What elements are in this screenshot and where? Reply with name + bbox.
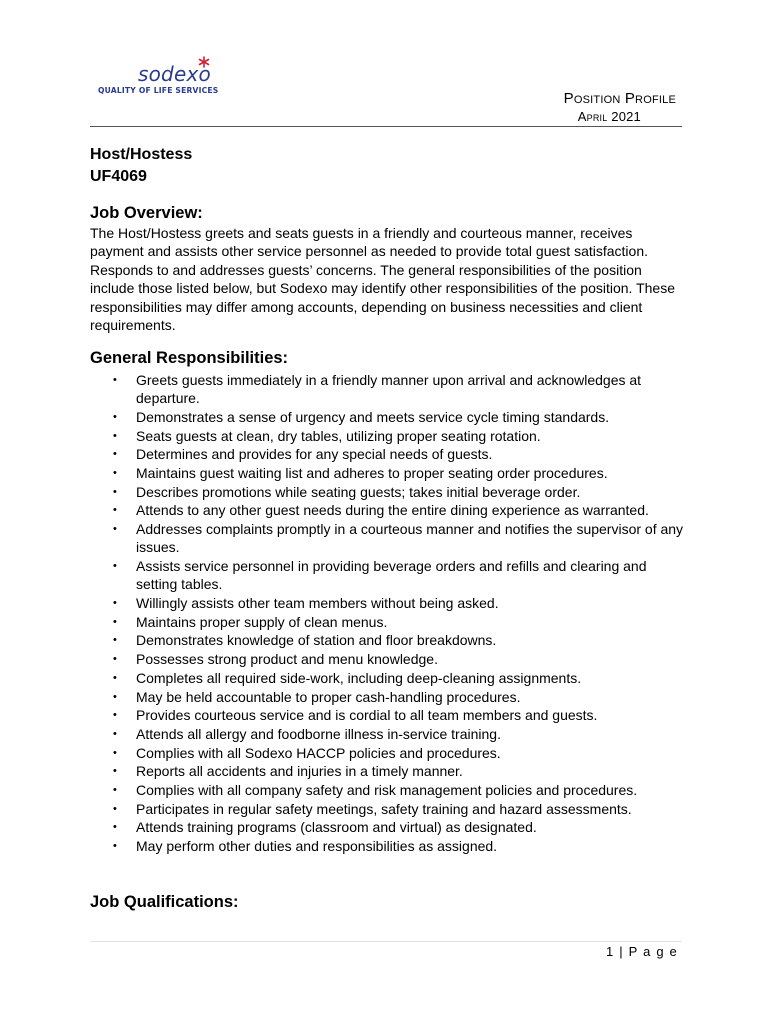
list-item [90, 781, 690, 799]
list-item [90, 594, 690, 612]
list-item [90, 669, 690, 687]
bullet-icon: • [113, 485, 117, 498]
overview-text: The Host/Hostess greets and seats guests in a friendly and courteous manner, receives payment and assists other service personnel as needed to provide total guest satisfaction. Responds to and addresses guests’ concerns. The general responsibilities of the position include those listed below, but Sodexo may identify other responsibilities of the position. These responsibilities may differ among accounts, depending on business necessities and client requirements. [90, 225, 675, 334]
bullet-icon: • [113, 523, 117, 536]
list-item-text: Seats guests at clean, dry tables, utilizing proper seating rotation. [136, 427, 541, 444]
bullet-icon: • [113, 448, 117, 461]
list-item [90, 557, 690, 594]
list-item-text: Assists service personnel in providing beverage orders and refills and clearing and setting tables. [136, 558, 647, 593]
bullet-icon: • [113, 765, 117, 778]
list-item [90, 613, 690, 631]
bullet-icon: • [113, 467, 117, 480]
list-item-text: Greets guests immediately in a friendly manner upon arrival and acknowledges at departure. [136, 372, 642, 407]
star-icon [198, 56, 210, 68]
responsibilities-heading: General Responsibilities: [90, 349, 289, 367]
list-item-text: Maintains proper supply of clean menus. [136, 613, 388, 630]
responsibilities-list [90, 371, 690, 856]
qualifications-heading: Job Qualifications: [90, 893, 239, 911]
list-item [90, 725, 690, 743]
list-item [90, 427, 690, 445]
job-title: Host/Hostess [90, 146, 193, 163]
list-item-text: Complies with all company safety and risk management policies and procedures. [136, 781, 638, 798]
logo-tagline: QUALITY OF LIFE SERVICES [98, 86, 219, 95]
bullet-icon: • [113, 802, 117, 815]
bullet-icon: • [113, 560, 117, 573]
list-item [90, 631, 690, 649]
bullet-icon: • [113, 429, 117, 442]
bullet-icon: • [113, 709, 117, 722]
list-item [90, 818, 690, 836]
list-item-text: Reports all accidents and injuries in a timely manner. [136, 763, 463, 780]
list-item-text: May be held accountable to proper cash-handling procedures. [136, 688, 521, 705]
bullet-icon: • [113, 821, 117, 834]
bullet-icon: • [113, 504, 117, 517]
position-profile-label: Position Profile [563, 90, 676, 107]
list-item-text: Maintains guest waiting list and adheres to proper seating order procedures. [136, 465, 608, 482]
job-code: UF4069 [90, 168, 147, 185]
bullet-icon: • [113, 727, 117, 740]
list-item [90, 800, 690, 818]
list-item-text: Completes all required side-work, including deep-cleaning assignments. [136, 669, 582, 686]
bullet-icon: • [113, 746, 117, 759]
list-item [90, 837, 690, 855]
list-item-text: Demonstrates knowledge of station and floor breakdowns. [136, 632, 497, 649]
list-item [90, 501, 690, 519]
list-item [90, 744, 690, 762]
bullet-icon: • [113, 410, 117, 423]
bullet-icon: • [113, 597, 117, 610]
list-item-text: Provides courteous service and is cordial to all team members and guests. [136, 707, 598, 724]
bullet-icon: • [113, 840, 117, 853]
list-item-text: Possesses strong product and menu knowledge. [136, 651, 438, 668]
list-item [90, 706, 690, 724]
bullet-icon: • [113, 690, 117, 703]
bullet-icon: • [113, 671, 117, 684]
list-item-text: Addresses complaints promptly in a courteous manner and notifies the supervisor of any issues. [136, 521, 684, 556]
list-item [90, 520, 690, 557]
list-item-text: Attends training programs (classroom and virtual) as designated. [136, 819, 537, 836]
list-item-text: Willingly assists other team members without being asked. [136, 595, 499, 612]
bullet-icon: • [113, 634, 117, 647]
list-item [90, 445, 690, 463]
footer-divider [90, 941, 682, 942]
bullet-icon: • [113, 374, 117, 386]
list-item [90, 762, 690, 780]
bullet-icon: • [113, 653, 117, 666]
list-item-text: Determines and provides for any special needs of guests. [136, 446, 493, 463]
list-item-text: Demonstrates a sense of urgency and meets service cycle timing standards. [136, 408, 610, 425]
bullet-icon: • [113, 615, 117, 628]
list-item-text: Complies with all Sodexo HACCP policies and procedures. [136, 744, 501, 761]
profile-date: April 2021 [577, 109, 641, 124]
list-item [90, 483, 690, 501]
list-item [90, 650, 690, 668]
list-item [90, 408, 690, 426]
list-item-text: Attends all allergy and foodborne illness in-service training. [136, 725, 501, 742]
list-item [90, 464, 690, 482]
overview-heading: Job Overview: [90, 204, 203, 222]
page-number: 1 | P a g e [606, 944, 678, 959]
list-item [90, 688, 690, 706]
list-item-text: Describes promotions while seating guests; takes initial beverage order. [136, 483, 581, 500]
list-item [90, 371, 690, 408]
list-item-text: Participates in regular safety meetings, safety training and hazard assessments. [136, 800, 632, 817]
sodexo-logo [98, 56, 228, 100]
header-divider [90, 126, 682, 127]
list-item-text: Attends to any other guest needs during the entire dining experience as warranted. [136, 502, 649, 519]
list-item-text: May perform other duties and responsibilities as assigned. [136, 838, 498, 855]
logo-wordmark: sodexo [138, 62, 211, 86]
bullet-icon: • [113, 783, 117, 796]
